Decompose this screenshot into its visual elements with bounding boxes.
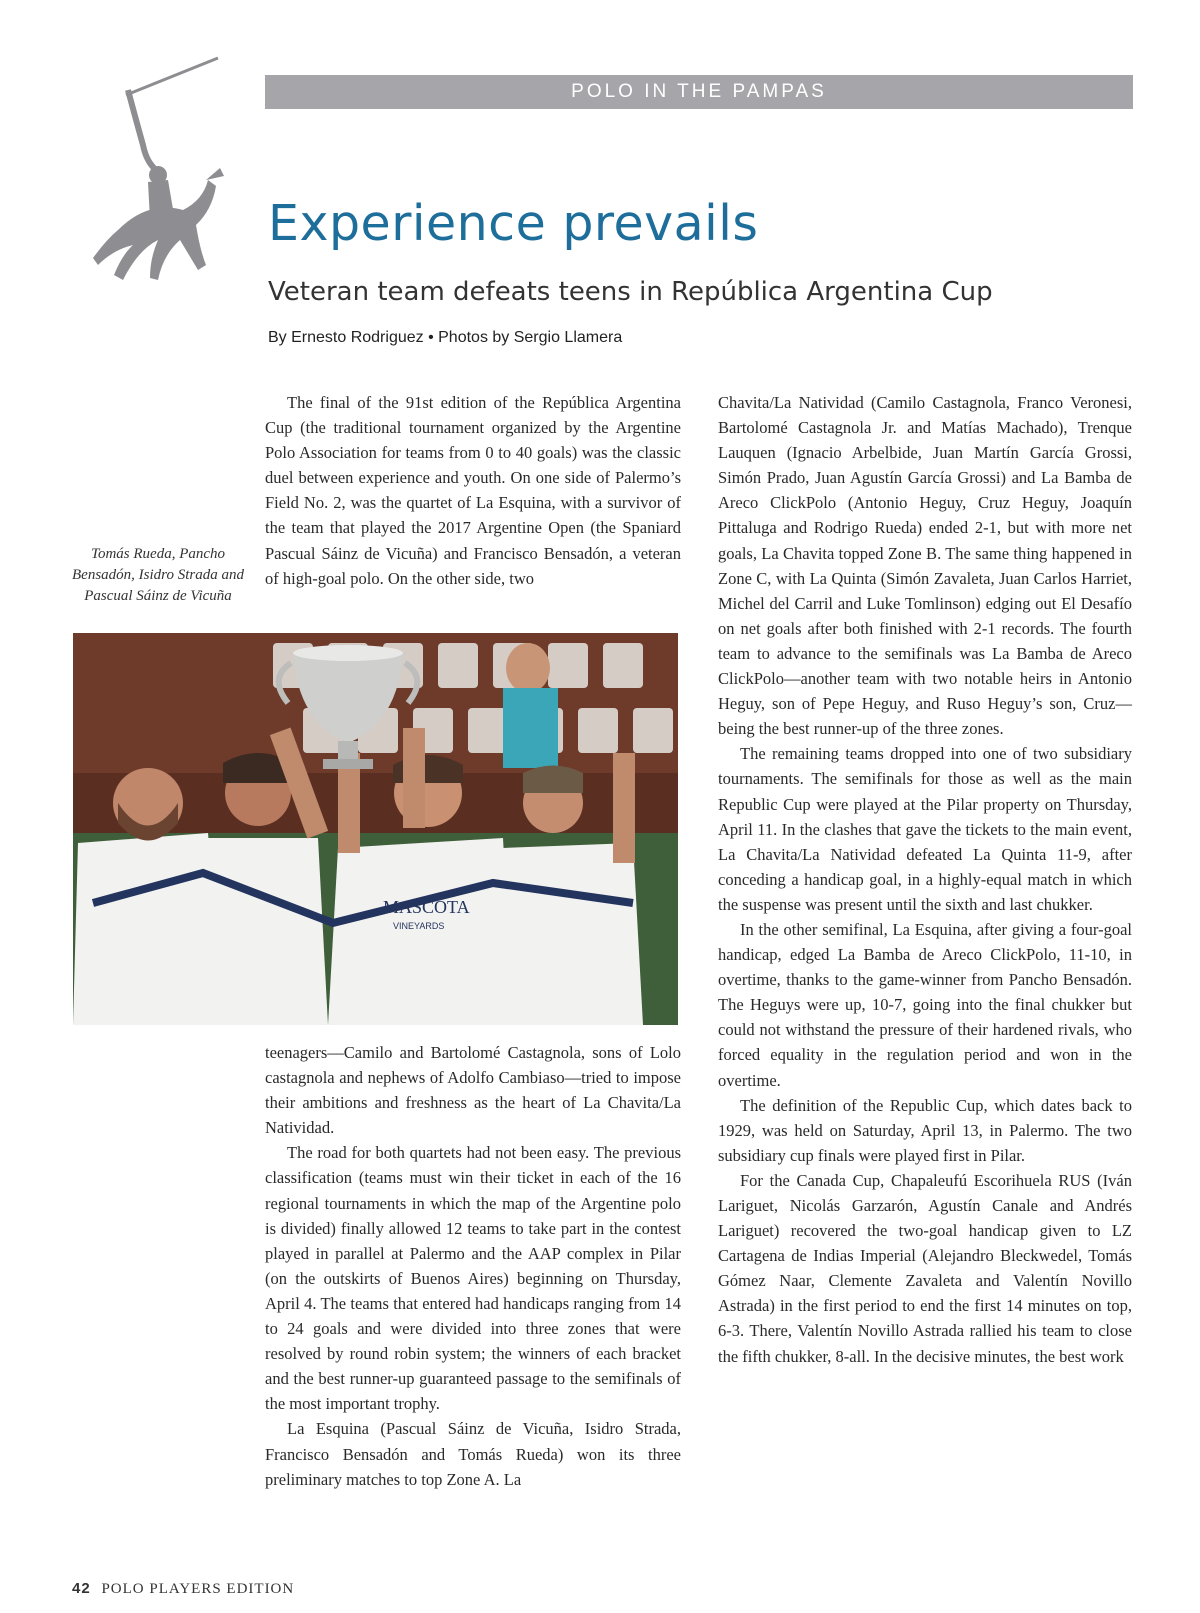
article-column-1-top <box>265 390 681 591</box>
photo-caption: Tomás Rueda, Pancho Bensadón, Isidro Strada and Pascual Sáinz de Vicuña <box>72 546 244 604</box>
polo-player-logo <box>88 50 238 300</box>
photo-illustration <box>73 633 678 1025</box>
paragraph: The road for both quartets had not been easy. The previous classification (teams must win their ticket in each of the 16 regional tournaments in which the map of the Argentine polo is divided) finally allowed 12 teams to take part in the contest played in parallel at Palermo and the AAP complex in Pilar (on the outskirts of Buenos Aires) beginning on Thursday, April 4. The teams that entered had handicaps ranging from 14 to 24 goals and were divided into three zones that were resolved by round robin system; the winners of each bracket and the best runner-up guaranteed passage to the semifinals of the most important trophy. <box>265 1143 681 1414</box>
paragraph: In the other semifinal, La Esquina, after giving a four-goal handicap, edged La Bamba de Areco ClickPolo, 11-10, in overtime, thanks to the game-winner from Pancho Bensadón. The Heguys were up, 10-7, going into the final chukker but could not withstand the pressure of their hardened rivals, who forced equality in the regulation period and won in the overtime. <box>718 919 1132 1090</box>
paragraph: For the Canada Cup, Chapaleufú Escorihuela RUS (Iván Lariguet, Nicolás Garzarón, Agustín Canale and Andrés Lariguet) recovered the two-goal handicap given to LZ Cartagena de Indias Imperial (Alejandro Bleckwedel, Tomás Gómez Naar, Clemente Zavaleta and Valentín Novillo Astrada) in the first period to end the first 14 minutes on top, 6-3. There, Valentín Novillo Astrada rallied his team to close the fifth chukker, 8-all. In the decisive minutes, the best work <box>718 1170 1132 1366</box>
team-trophy-photo <box>73 633 678 1025</box>
article-column-2 <box>718 390 1132 1369</box>
paragraph: teenagers—Camilo and Bartolomé Castagnola, sons of Lolo castagnola and nephews of Adolfo Cambiaso—tried to impose their ambitions and freshness as the heart of La Chavita/La Natividad. <box>265 1043 681 1138</box>
article-subtitle: Veteran team defeats teens in República Argentina Cup <box>268 277 993 307</box>
paragraph: Chavita/La Natividad (Camilo Castagnola, Franco Veronesi, Bartolomé Castagnola Jr. and Matías Machado), Trenque Lauquen (Ignacio Arbelbide, Juan Martín García Grossi, Simón Prado, Juan Agustín García Grossi) and La Bamba de Areco ClickPolo (Antonio Heguy, Cruz Heguy, Joaquín Pittaluga and Rodrigo Rueda) ended 2-1, but with more net goals, La Chavita topped Zone B. The same thing happened in Zone C, with La Quinta (Simón Zavaleta, Juan Carlos Harriet, Michel del Carril and Luke Tomlinson) edging out El Desafío on net goals after both finished with 2-1 records. The fourth team to advance to the semifinals was La Bamba de Areco ClickPolo—another team with two notable heirs in Antonio Heguy, son of Pepe Heguy, and Ruso Heguy’s son, Cruz—being the best runner-up of the three zones. <box>718 393 1132 739</box>
paragraph: The remaining teams dropped into one of two subsidiary tournaments. The semifinals for those as well as the main Republic Cup were played at the Pilar property on Thursday, April 11. In the clashes that gave the tickets to the main event, La Chavita/La Natividad defeated La Quinta 11-9, after conceding a handicap goal, in a highly-equal match in which the suspense was present until the sixth and last chukker. <box>718 744 1132 914</box>
jersey-logo-subtext: VINEYARDS <box>393 921 445 931</box>
article-title: Experience prevails <box>268 195 759 252</box>
publication-name: POLO PLAYERS EDITION <box>101 1581 295 1597</box>
section-header-bar: POLO IN THE PAMPAS <box>265 75 1133 109</box>
page-footer <box>72 1580 294 1598</box>
paragraph: The final of the 91st edition of the República Argentina Cup (the traditional tournament organized by the Argentine Polo Association for teams from 0 to 40 goals) was the classic duel between experience and youth. On one side of Palermo’s Field No. 2, was the quartet of La Esquina, with a survivor of the team that played the 2017 Argentine Open (the Spaniard Pascual Sáinz de Vicuña) and Francisco Bensadón, a veteran of high-goal polo. On the other side, two <box>265 393 681 588</box>
players-group <box>73 728 643 1025</box>
byline: By Ernesto Rodriguez • Photos by Sergio Llamera <box>268 329 623 346</box>
page-number: 42 <box>72 1580 91 1597</box>
article-column-1-bottom <box>265 1040 681 1492</box>
paragraph: The definition of the Republic Cup, which dates back to 1929, was held on Saturday, April 13, in Palermo. The two subsidiary cup finals were played first in Pilar. <box>718 1095 1132 1165</box>
paragraph: La Esquina (Pascual Sáinz de Vicuña, Isidro Strada, Francisco Bensadón and Tomás Rueda) won its three preliminary matches to top Zone A. La <box>265 1419 681 1489</box>
jersey-logo-text: MASCOTA <box>383 897 470 917</box>
